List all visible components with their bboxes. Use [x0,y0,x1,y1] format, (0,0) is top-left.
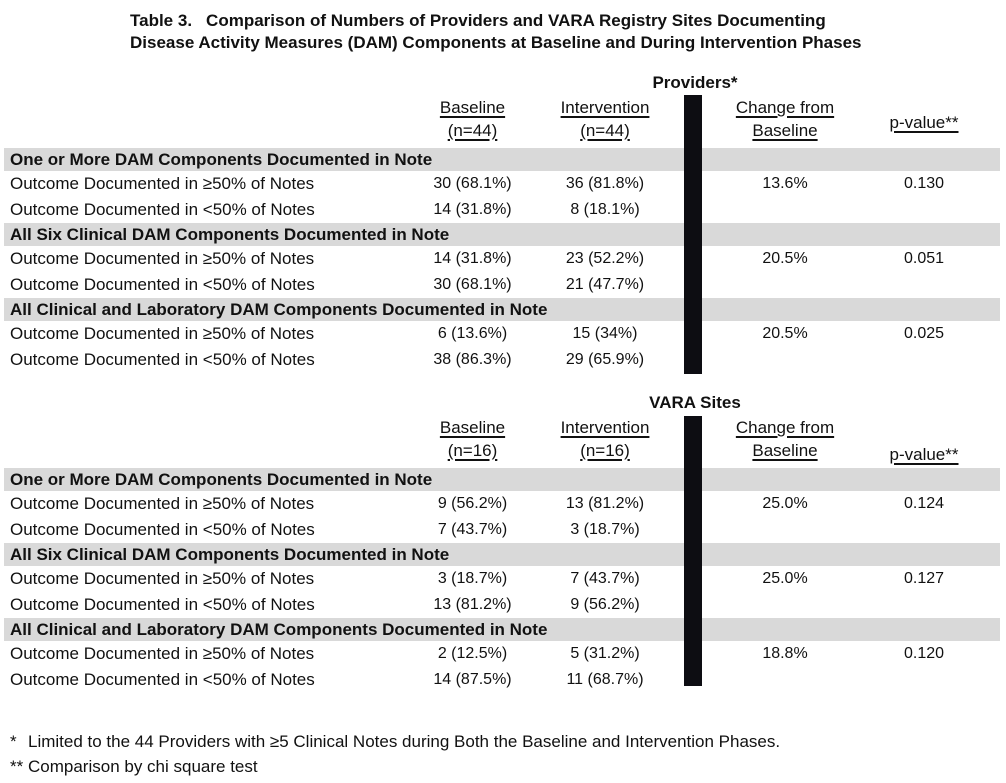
change-value: 25.0% [762,570,808,587]
row-label: Outcome Documented in <50% of Notes [10,200,315,219]
p-value: 0.124 [903,495,945,512]
section-header: All Six Clinical DAM Components Documented in Note [4,543,1000,566]
table-row [0,566,1006,592]
table-row [0,517,1006,543]
row-label: Outcome Documented in <50% of Notes [10,595,315,614]
section-header: One or More DAM Components Documented in Note [4,148,1000,171]
intervention-value: 9 (56.2%) [570,596,640,613]
p-value [860,592,1006,618]
intervention-value: 21 (47.7%) [565,276,645,293]
change-value: 25.0% [762,495,808,512]
vara-sites-table [0,392,1006,693]
p-value: 0.130 [903,175,945,192]
table-row [0,592,1006,618]
p-value: 0.051 [903,250,945,267]
intervention-value: 13 (81.2%) [565,495,645,512]
baseline-value: 7 (43.7%) [437,521,508,538]
baseline-value: 38 (86.3%) [433,351,512,368]
p-value: 0.025 [903,325,945,342]
table-row [0,347,1006,373]
p-value-column-header: p-value** [889,445,959,464]
row-label: Outcome Documented in <50% of Notes [10,275,315,294]
table-row [0,321,1006,347]
table-title-line2: Disease Activity Measures (DAM) Components at Baseline and During Intervention Phases [130,33,862,52]
table-row [0,197,1006,223]
intervention-value: 11 (68.7%) [566,671,644,688]
baseline-value: 30 (68.1%) [433,276,512,293]
baseline-value: 9 (56.2%) [437,495,508,512]
intervention-value: 15 (34%) [572,325,638,342]
intervention-value: 7 (43.7%) [570,570,640,587]
table-title [130,10,1006,54]
change-value: 18.8% [762,645,808,662]
change-value [710,517,860,543]
baseline-value: 14 (31.8%) [433,250,512,267]
row-label: Outcome Documented in <50% of Notes [10,670,315,689]
providers-table [0,72,1006,373]
footnote-marker: ** [10,757,24,776]
row-label: Outcome Documented in ≥50% of Notes [10,644,315,663]
p-value [860,667,1006,693]
table-number: Table 3. [130,11,193,30]
change-value: 13.6% [762,175,808,192]
intervention-column-header: Intervention (n=44) [560,98,650,140]
table-title-text: Comparison of Numbers of Providers and VARA Registry Sites Documenting [206,11,826,30]
column-divider-bar [684,416,702,686]
section-header: All Clinical and Laboratory DAM Components Documented in Note [4,618,1000,641]
p-value [860,197,1006,223]
providers-column-headers [0,96,1006,148]
footnote-marker: * [10,732,17,751]
footnote [0,729,1006,754]
intervention-value: 3 (18.7%) [570,521,640,538]
footnote [0,754,1006,779]
p-value-column-header: p-value** [889,112,959,132]
change-value: 20.5% [762,325,808,342]
row-label: Outcome Documented in ≥50% of Notes [10,174,315,193]
baseline-value: 14 (31.8%) [433,201,512,218]
row-label: Outcome Documented in ≥50% of Notes [10,569,315,588]
table-row [0,641,1006,667]
section-header: One or More DAM Components Documented in Note [4,468,1000,491]
footnotes [0,729,1006,779]
p-value [860,347,1006,373]
footnote-text: Comparison by chi square test [28,757,258,776]
change-from-baseline-column-header: Change from Baseline [735,418,835,460]
baseline-value: 14 (87.5%) [433,671,512,688]
row-label: Outcome Documented in ≥50% of Notes [10,324,315,343]
baseline-value: 30 (68.1%) [433,175,512,192]
intervention-value: 36 (81.8%) [565,175,645,192]
baseline-column-header: Baseline (n=16) [439,418,506,460]
change-value [710,347,860,373]
vara-column-headers [0,416,1006,468]
table-row [0,667,1006,693]
table-row [0,272,1006,298]
baseline-value: 3 (18.7%) [437,570,508,587]
change-from-baseline-column-header: Change from Baseline [735,98,835,140]
row-label: Outcome Documented in ≥50% of Notes [10,249,315,268]
vara-sites-heading: VARA Sites [649,393,741,412]
row-label-header-spacer [0,96,415,148]
p-value: 0.120 [903,645,945,662]
change-value [710,272,860,298]
baseline-value: 13 (81.2%) [433,596,512,613]
column-divider-bar [684,95,702,374]
table-title-line1 [130,10,1006,32]
intervention-value: 23 (52.2%) [565,250,645,267]
row-label: Outcome Documented in <50% of Notes [10,520,315,539]
providers-heading: Providers* [652,73,738,92]
change-value [710,197,860,223]
table-row [0,246,1006,272]
intervention-value: 29 (65.9%) [565,351,645,368]
table-row [0,491,1006,517]
section-header: All Clinical and Laboratory DAM Components Documented in Note [4,298,1000,321]
p-value: 0.127 [903,570,945,587]
change-value: 20.5% [762,250,808,267]
change-value [710,592,860,618]
row-label: Outcome Documented in <50% of Notes [10,350,315,369]
row-label: Outcome Documented in ≥50% of Notes [10,494,315,513]
row-label-header-spacer [0,416,415,468]
table-row [0,171,1006,197]
baseline-value: 2 (12.5%) [437,645,508,662]
baseline-column-header: Baseline (n=44) [439,98,506,140]
section-header: All Six Clinical DAM Components Documented in Note [4,223,1000,246]
intervention-column-header: Intervention (n=16) [560,418,650,460]
intervention-value: 5 (31.2%) [570,645,640,662]
p-value [860,517,1006,543]
change-value [710,667,860,693]
p-value [860,272,1006,298]
intervention-value: 8 (18.1%) [570,201,640,218]
baseline-value: 6 (13.6%) [437,325,508,342]
footnote-text: Limited to the 44 Providers with ≥5 Clinical Notes during Both the Baseline and Intervention Phases. [28,732,781,751]
